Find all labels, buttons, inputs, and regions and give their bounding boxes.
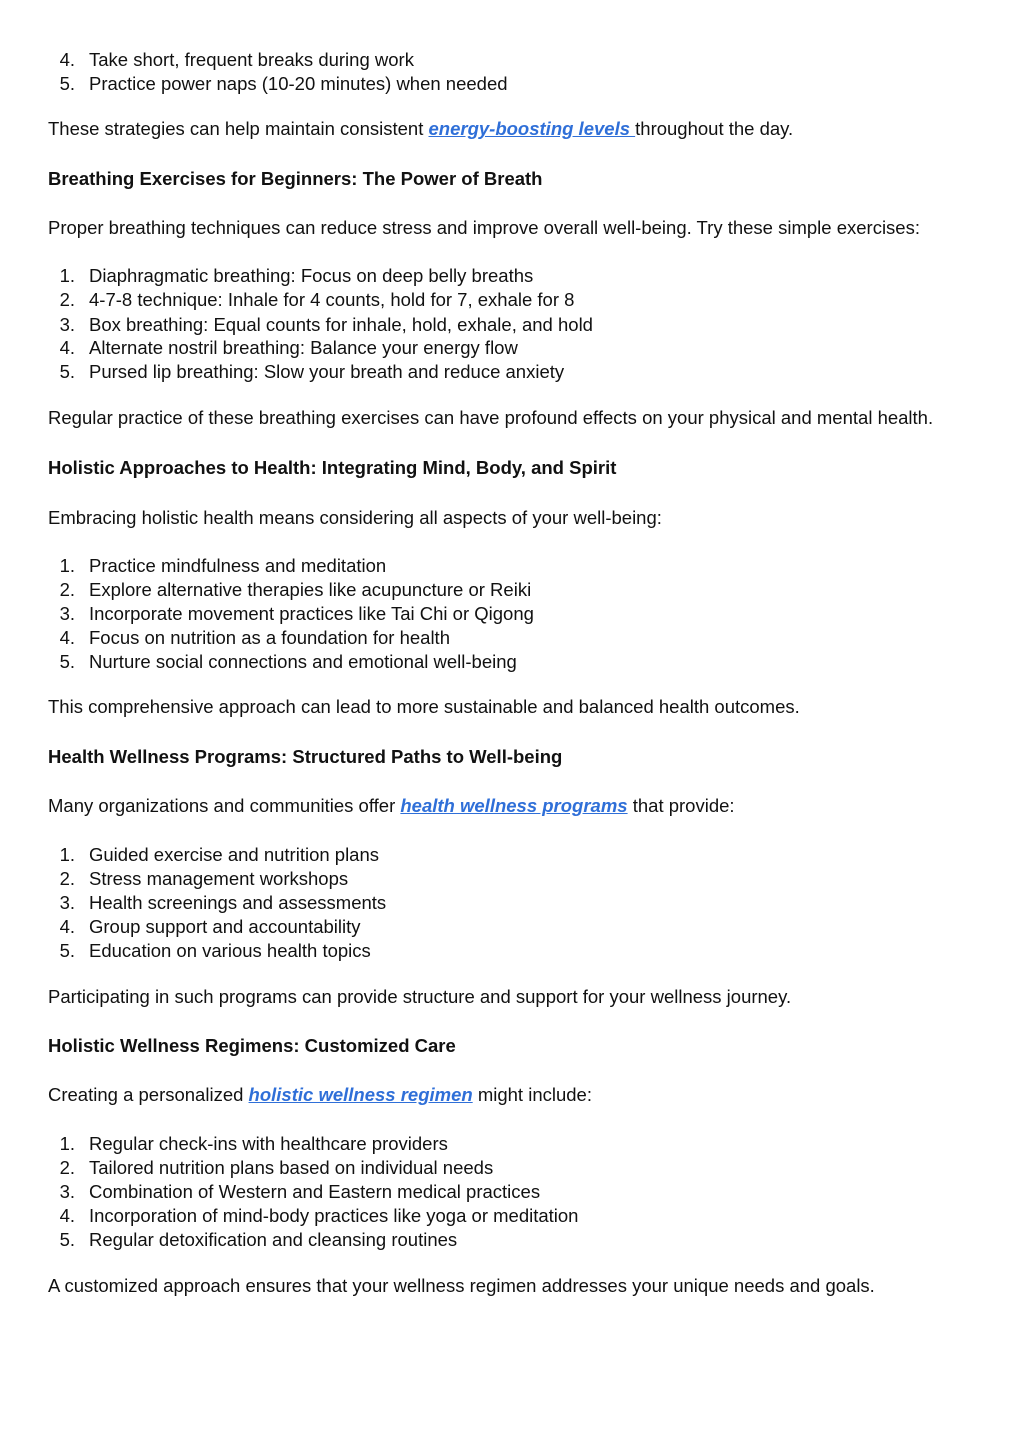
list-number: 4.: [59, 916, 75, 937]
list-number: 2.: [59, 579, 75, 600]
list-number: 3.: [59, 603, 75, 624]
list-text: Incorporation of mind-body practices like yoga or meditation: [89, 1205, 579, 1226]
energy-boosting-link[interactable]: energy-boosting levels: [428, 118, 636, 139]
list-text: Diaphragmatic breathing: Focus on deep belly breaths: [89, 265, 534, 286]
holistic-wellness-regimen-link[interactable]: holistic wellness regimen: [248, 1084, 473, 1105]
list-text: Regular detoxification and cleansing routines: [89, 1229, 458, 1250]
list-number: 3.: [59, 314, 75, 335]
list-number: 2.: [59, 289, 75, 310]
paragraph: This comprehensive approach can lead to more sustainable and balanced health outcomes.: [48, 696, 800, 717]
list-text: Practice mindfulness and meditation: [89, 555, 387, 576]
list-number: 4.: [59, 1205, 75, 1226]
paragraph-regimens: Creating a personalized holistic wellness regimen might include:: [48, 1084, 592, 1105]
list-text: Combination of Western and Eastern medical practices: [89, 1181, 541, 1202]
list-text: Education on various health topics: [89, 940, 371, 961]
paragraph: Proper breathing techniques can reduce stress and improve overall well-being. Try these simple exercises:: [48, 217, 920, 238]
list-text: Incorporate movement practices like Tai Chi or Qigong: [89, 603, 534, 624]
paragraph-energy: These strategies can help maintain consistent energy-boosting levels throughout the day.: [48, 118, 794, 139]
section-heading-regimens: Holistic Wellness Regimens: Customized Care: [48, 1035, 456, 1056]
list-text: Health screenings and assessments: [89, 892, 387, 913]
health-wellness-programs-link[interactable]: health wellness programs: [400, 795, 628, 816]
section-heading-holistic: Holistic Approaches to Health: Integrating Mind, Body, and Spirit: [48, 457, 617, 478]
list-number: 4.: [59, 337, 75, 358]
list-text: Regular check-ins with healthcare providers: [89, 1133, 448, 1154]
list-text: Focus on nutrition as a foundation for health: [89, 627, 450, 648]
list-number: 5.: [59, 940, 75, 961]
list-text: Box breathing: Equal counts for inhale, hold, exhale, and hold: [89, 314, 593, 335]
list-number: 1.: [59, 555, 75, 576]
list-text: Explore alternative therapies like acupuncture or Reiki: [89, 579, 532, 600]
list-number: 5.: [59, 651, 75, 672]
list-number: 1.: [59, 265, 75, 286]
section-heading-programs: Health Wellness Programs: Structured Paths to Well-being: [48, 746, 563, 767]
list-text: Guided exercise and nutrition plans: [89, 844, 380, 865]
list-text: Pursed lip breathing: Slow your breath and reduce anxiety: [89, 361, 565, 382]
list-text: Tailored nutrition plans based on individual needs: [89, 1157, 494, 1178]
list-text: 4-7-8 technique: Inhale for 4 counts, hold for 7, exhale for 8: [89, 289, 575, 310]
paragraph: Embracing holistic health means considering all aspects of your well-being:: [48, 507, 662, 528]
list-number: 4.: [59, 627, 75, 648]
list-number: 5.: [59, 1229, 75, 1250]
list-text: Group support and accountability: [89, 916, 361, 937]
list-text: Stress management workshops: [89, 868, 349, 889]
list-number: 3.: [59, 1181, 75, 1202]
list-text: Practice power naps (10-20 minutes) when needed: [89, 73, 508, 94]
paragraph: A customized approach ensures that your wellness regimen addresses your unique needs and goals.: [48, 1275, 875, 1296]
list-number: 5.: [59, 73, 75, 94]
list-number: 5.: [59, 361, 75, 382]
list-number: 4.: [59, 49, 75, 70]
paragraph: Participating in such programs can provide structure and support for your wellness journey.: [48, 986, 792, 1007]
list-number: 2.: [59, 868, 75, 889]
list-text: Nurture social connections and emotional well-being: [89, 651, 517, 672]
list-text: Take short, frequent breaks during work: [89, 49, 414, 70]
list-number: 2.: [59, 1157, 75, 1178]
paragraph-programs: Many organizations and communities offer health wellness programs that provide:: [48, 795, 735, 816]
list-number: 3.: [59, 892, 75, 913]
list-text: Alternate nostril breathing: Balance your energy flow: [89, 337, 518, 358]
list-number: 1.: [59, 1133, 75, 1154]
list-number: 1.: [59, 844, 75, 865]
paragraph: Regular practice of these breathing exercises can have profound effects on your physical and mental health.: [48, 407, 934, 428]
section-heading-breathing: Breathing Exercises for Beginners: The Power of Breath: [48, 168, 543, 189]
